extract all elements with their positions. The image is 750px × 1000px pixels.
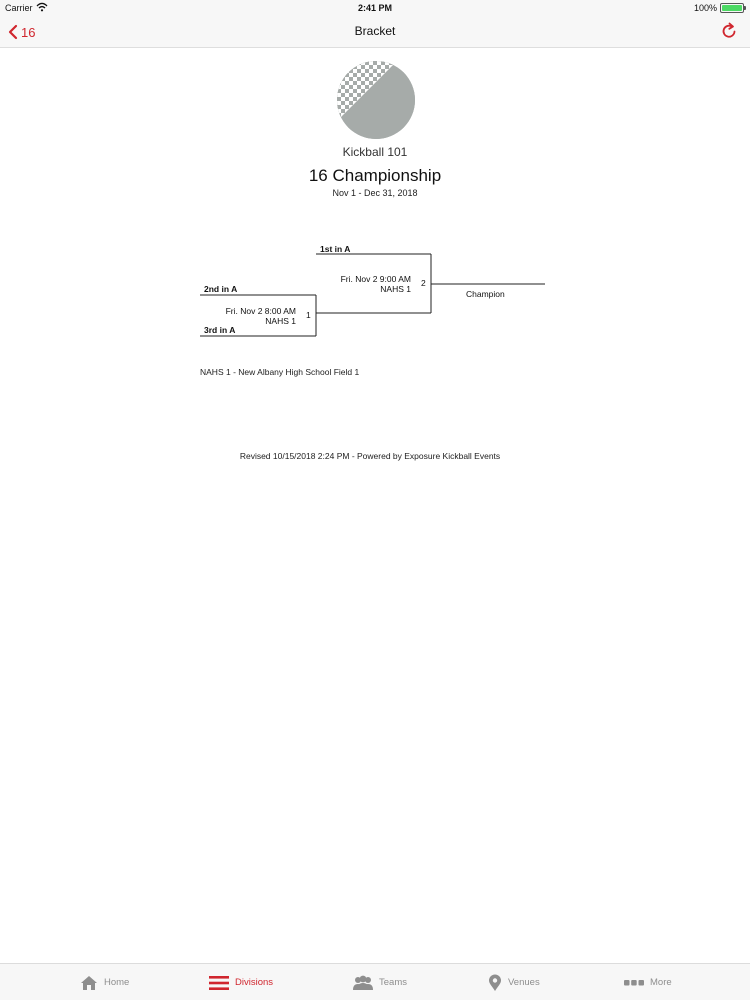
champion-label: Champion — [466, 289, 505, 299]
list-icon — [209, 975, 229, 991]
status-bar — [0, 0, 750, 16]
bracket — [196, 238, 556, 348]
people-icon — [353, 975, 373, 991]
pin-icon — [488, 974, 502, 992]
game1-number: 1 — [306, 310, 311, 320]
navigation-bar — [0, 16, 750, 48]
tab-more[interactable] — [624, 964, 672, 1000]
venue-legend: NAHS 1 - New Albany High School Field 1 — [200, 367, 360, 377]
tab-venues[interactable] — [488, 964, 540, 1000]
tab-teams[interactable] — [353, 964, 407, 1000]
game1-team-top: 2nd in A — [204, 284, 238, 294]
tab-home-label: Home — [104, 977, 130, 988]
tab-venues-label: Venues — [508, 977, 540, 988]
game2-venue: NAHS 1 — [380, 284, 411, 294]
revised-note: Revised 10/15/2018 2:24 PM - Powered by Exposure Kickball Events — [239, 451, 501, 461]
game2-number: 2 — [421, 278, 426, 288]
tab-bar — [0, 963, 750, 1000]
organization-logo — [337, 61, 415, 139]
division-title: 16 Championship — [308, 166, 442, 185]
carrier-label: Carrier — [5, 3, 33, 13]
battery-percent: 100% — [693, 3, 717, 13]
game2-time: Fri. Nov 2 9:00 AM — [340, 274, 411, 284]
page-title: Bracket — [354, 24, 396, 38]
game1-team-bottom: 3rd in A — [204, 325, 236, 335]
organization-name: Kickball 101 — [342, 145, 408, 159]
tab-divisions[interactable] — [209, 964, 273, 1000]
clock: 2:41 PM — [357, 3, 392, 13]
checkered-flag-icon — [337, 61, 415, 139]
tab-teams-label: Teams — [379, 977, 407, 988]
home-icon — [80, 975, 98, 991]
tab-more-label: More — [650, 977, 672, 988]
tab-divisions-label: Divisions — [235, 977, 274, 988]
date-range: Nov 1 - Dec 31, 2018 — [332, 188, 418, 198]
game1-venue: NAHS 1 — [265, 316, 296, 326]
more-icon — [624, 980, 644, 986]
game1-time: Fri. Nov 2 8:00 AM — [225, 306, 296, 316]
refresh-icon[interactable] — [720, 22, 738, 40]
tab-home[interactable] — [80, 964, 129, 1000]
game2-team-top: 1st in A — [320, 244, 351, 254]
back-button-label: 16 — [21, 24, 36, 40]
battery-icon — [720, 3, 744, 13]
